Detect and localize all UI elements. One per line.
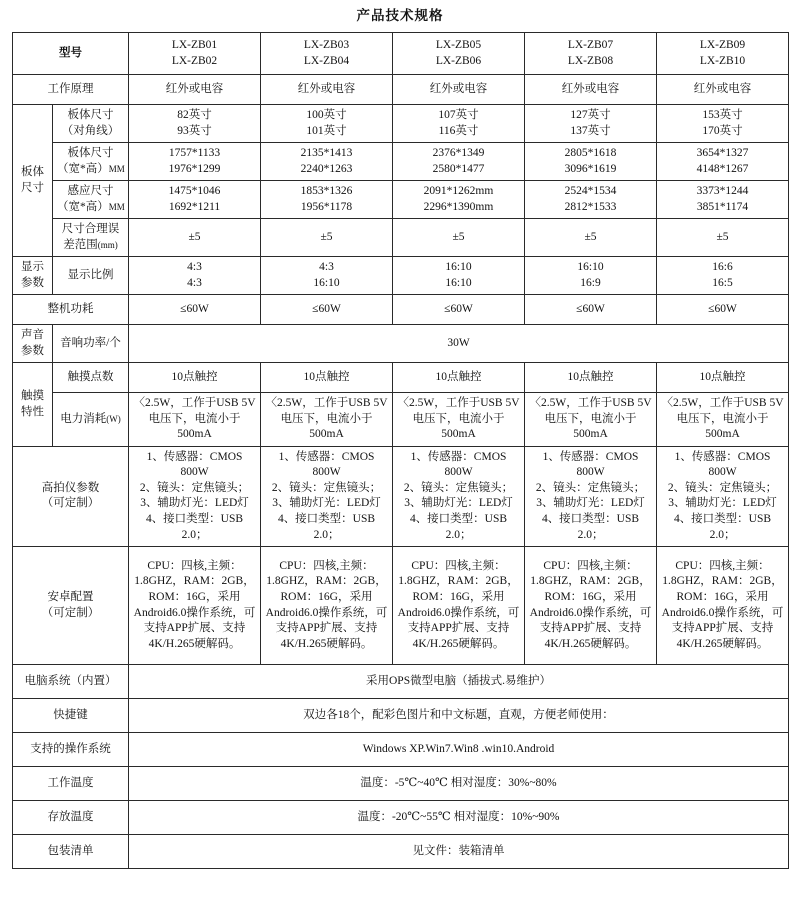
row-label-camera	[13, 446, 129, 546]
storage-temp-value: 温度：-20℃~55℃ 相对湿度：10%~90%	[129, 801, 789, 835]
value-line-1: 2376*1349	[432, 147, 485, 160]
display-ratio-value-3	[393, 257, 525, 295]
model-line-2: LX-ZB02	[171, 54, 218, 67]
row-label-display-ratio: 显示比例	[53, 257, 129, 295]
text-line: 4、接口类型：USB 2.0；	[277, 512, 376, 541]
table-row-packing-list	[13, 835, 789, 869]
model-line-2: LX-ZB04	[303, 54, 350, 67]
value-line-2: 2580*1477	[432, 162, 485, 175]
principle-value-2: 红外或电容	[261, 75, 393, 105]
value-line-2: 3096*1619	[564, 162, 617, 175]
value-line-1: 1853*1326	[300, 185, 353, 198]
model-line-1: LX-ZB09	[699, 39, 746, 52]
row-label-camera-line1: 高拍仪参数	[41, 481, 100, 494]
row-label-tolerance-line2	[57, 238, 124, 254]
value-line-1: 2524*1534	[564, 185, 617, 198]
text-line: 4、接口类型：USB 2.0；	[145, 512, 244, 541]
table-row-speaker-power	[13, 325, 789, 363]
product-specification-table	[12, 32, 789, 869]
text-line: 1、传感器：CMOS 800W	[410, 450, 507, 479]
principle-value-4: 红外或电容	[525, 75, 657, 105]
row-label-supported-os: 支持的操作系统	[13, 733, 129, 767]
row-label-total-power: 整机功耗	[13, 295, 129, 325]
text-line: 4、接口类型：USB 2.0；	[673, 512, 772, 541]
row-label-sensing-size	[53, 181, 129, 219]
android-value-1: CPU：四核,主频：1.8GHZ，RAM：2GB，ROM：16G，采用Android6.0操作系统，可支持APP扩展、支持4K/H.265硬解码。	[129, 547, 261, 665]
group-label-display-params-text: 显示参数	[21, 261, 44, 289]
group-label-touch-features	[13, 363, 53, 447]
value-line-1: 16:10	[445, 261, 472, 274]
packing-list-value: 见文件：装箱清单	[129, 835, 789, 869]
row-label-panel-size-unit: MM	[108, 163, 125, 174]
tolerance-value-5: ±5	[657, 219, 789, 257]
group-label-touch-features-text: 触摸特性	[21, 390, 44, 418]
row-label-touch-power-unit: (W)	[106, 413, 121, 424]
table-row-touch-power	[13, 393, 789, 447]
working-temp-value: 温度：-5℃~40℃ 相对湿度：30%~80%	[129, 767, 789, 801]
model-cell-3	[393, 33, 525, 75]
row-label-touch-power	[53, 393, 129, 447]
text-line: 2、镜头：定焦镜头；	[667, 481, 778, 494]
value-line-1: 2805*1618	[564, 147, 617, 160]
table-row-model	[13, 33, 789, 75]
android-value-3: CPU：四核,主频：1.8GHZ，RAM：2GB，ROM：16G，采用Android6.0操作系统，可支持APP扩展、支持4K/H.265硬解码。	[393, 547, 525, 665]
android-value-5: CPU：四核,主频：1.8GHZ，RAM：2GB，ROM：16G，采用Android6.0操作系统，可支持APP扩展、支持4K/H.265硬解码。	[657, 547, 789, 665]
table-row-tolerance	[13, 219, 789, 257]
group-label-panel-size	[13, 105, 53, 257]
row-label-panel-size-line2	[57, 162, 124, 178]
model-line-2: LX-ZB06	[435, 54, 482, 67]
value-line-2: 3851*1174	[696, 200, 749, 213]
row-label-storage-temp: 存放温度	[13, 801, 129, 835]
table-row-panel-size	[13, 143, 789, 181]
sensing-size-value-1	[129, 181, 261, 219]
table-row-pc-system	[13, 665, 789, 699]
row-label-model: 型号	[13, 33, 129, 75]
row-label-tolerance-line1: 尺寸合理误	[61, 223, 120, 236]
touch-points-value-2: 10点触控	[261, 363, 393, 393]
panel-size-value-1	[129, 143, 261, 181]
touch-points-value-4: 10点触控	[525, 363, 657, 393]
value-line-1: 2091*1262mm	[423, 185, 494, 198]
value-line-2: 2812*1533	[564, 200, 617, 213]
table-row-diagonal	[13, 105, 789, 143]
group-label-sound-params	[13, 325, 53, 363]
text-line: 1、传感器：CMOS 800W	[542, 450, 639, 479]
text-line: 3、辅助灯光：LED灯	[536, 497, 645, 510]
table-row-android	[13, 547, 789, 665]
row-label-pc-system: 电脑系统（内置）	[13, 665, 129, 699]
text-line: 1、传感器：CMOS 800W	[674, 450, 771, 479]
value-line-2: 2240*1263	[300, 162, 353, 175]
table-row-touch-points	[13, 363, 789, 393]
row-label-panel-size-line2-text: （宽*高）	[57, 162, 109, 175]
android-value-4: CPU：四核,主频：1.8GHZ，RAM：2GB，ROM：16G，采用Android6.0操作系统，可支持APP扩展、支持4K/H.265硬解码。	[525, 547, 657, 665]
sensing-size-value-3	[393, 181, 525, 219]
row-label-android	[13, 547, 129, 665]
row-label-diagonal-line2: （对角线）	[61, 124, 120, 137]
value-line-2: 93英寸	[177, 124, 212, 137]
model-line-1: LX-ZB01	[171, 39, 218, 52]
model-line-2: LX-ZB08	[567, 54, 614, 67]
model-line-1: LX-ZB03	[303, 39, 350, 52]
text-line: 2、镜头：定焦镜头；	[271, 481, 382, 494]
principle-value-3: 红外或电容	[393, 75, 525, 105]
sensing-size-value-5	[657, 181, 789, 219]
value-line-1: 100英寸	[306, 109, 347, 122]
row-label-packing-list: 包装清单	[13, 835, 129, 869]
table-row-total-power	[13, 295, 789, 325]
speaker-power-value: 30W	[129, 325, 789, 363]
text-line: 2、镜头：定焦镜头；	[535, 481, 646, 494]
panel-size-value-5	[657, 143, 789, 181]
row-label-tolerance-line2-text: 差范围	[63, 238, 98, 251]
value-line-1: 16:6	[712, 261, 733, 274]
value-line-2: 1976*1299	[168, 162, 221, 175]
panel-size-value-4	[525, 143, 657, 181]
page-title: 产品技术规格	[356, 8, 444, 23]
display-ratio-value-4	[525, 257, 657, 295]
spec-table-wrapper	[12, 32, 788, 869]
value-line-1: 127英寸	[570, 109, 611, 122]
panel-size-value-2	[261, 143, 393, 181]
value-line-1: 1757*1133	[168, 147, 221, 160]
diagonal-value-2	[261, 105, 393, 143]
touch-power-value-1: 〈2.5W，工作于USB 5V电压下，电流小于500mA	[129, 393, 261, 447]
text-line: 2、镜头：定焦镜头；	[403, 481, 514, 494]
diagonal-value-5	[657, 105, 789, 143]
row-label-sensing-size-unit: MM	[108, 201, 125, 212]
table-row-principle	[13, 75, 789, 105]
value-line-1: 2135*1413	[300, 147, 353, 160]
diagonal-value-3	[393, 105, 525, 143]
shortcut-keys-value: 双边各18个，配彩色图片和中文标题，直观，方便老师使用：	[129, 699, 789, 733]
value-line-2: 101英寸	[306, 124, 347, 137]
value-line-2: 1692*1211	[168, 200, 221, 213]
total-power-value-1: ≤60W	[129, 295, 261, 325]
display-ratio-value-5	[657, 257, 789, 295]
diagonal-value-1	[129, 105, 261, 143]
value-line-2: 16:10	[445, 276, 472, 289]
group-label-panel-size-text: 板体尺寸	[21, 166, 44, 194]
value-line-1: 107英寸	[438, 109, 479, 122]
text-line: 3、辅助灯光：LED灯	[404, 497, 513, 510]
row-label-panel-size	[53, 143, 129, 181]
value-line-1: 3654*1327	[696, 147, 749, 160]
row-label-speaker-power: 音响功率/个	[53, 325, 129, 363]
total-power-value-5: ≤60W	[657, 295, 789, 325]
total-power-value-4: ≤60W	[525, 295, 657, 325]
row-label-sensing-size-line2-text: （宽*高）	[57, 200, 109, 213]
text-line: 1、传感器：CMOS 800W	[278, 450, 375, 479]
camera-value-1	[129, 446, 261, 546]
row-label-sensing-size-line2	[57, 200, 124, 216]
row-label-touch-points: 触摸点数	[53, 363, 129, 393]
model-cell-5	[657, 33, 789, 75]
row-label-tolerance-unit: (mm)	[97, 239, 118, 250]
value-line-1: 1475*1046	[168, 185, 221, 198]
text-line: 1、传感器：CMOS 800W	[146, 450, 243, 479]
row-label-diagonal-line1: 板体尺寸	[67, 109, 114, 122]
row-label-shortcut-keys: 快捷键	[13, 699, 129, 733]
display-ratio-value-2	[261, 257, 393, 295]
model-line-2: LX-ZB10	[699, 54, 746, 67]
text-line: 4、接口类型：USB 2.0；	[409, 512, 508, 541]
row-label-panel-size-line1: 板体尺寸	[67, 147, 114, 160]
value-line-1: 3373*1244	[696, 185, 749, 198]
tolerance-value-1: ±5	[129, 219, 261, 257]
model-line-1: LX-ZB07	[567, 39, 614, 52]
pc-system-value: 采用OPS微型电脑（插拔式.易维护）	[129, 665, 789, 699]
row-label-touch-power-text: 电力消耗	[60, 412, 107, 425]
group-label-display-params	[13, 257, 53, 295]
camera-value-4	[525, 446, 657, 546]
table-row-shortcut-keys	[13, 699, 789, 733]
value-line-2: 1956*1178	[300, 200, 353, 213]
model-cell-4	[525, 33, 657, 75]
touch-power-value-5: 〈2.5W，工作于USB 5V电压下，电流小于500mA	[657, 393, 789, 447]
row-label-sensing-size-line1: 感应尺寸	[67, 185, 114, 198]
table-row-sensing-size	[13, 181, 789, 219]
table-row-camera	[13, 446, 789, 546]
text-line: 2、镜头：定焦镜头；	[139, 481, 250, 494]
row-label-working-temp: 工作温度	[13, 767, 129, 801]
diagonal-value-4	[525, 105, 657, 143]
value-line-1: 4:3	[319, 261, 334, 274]
text-line: 4、接口类型：USB 2.0；	[541, 512, 640, 541]
value-line-2: 4:3	[187, 276, 202, 289]
row-label-camera-line2: （可定制）	[41, 497, 100, 510]
touch-power-value-2: 〈2.5W，工作于USB 5V电压下，电流小于500mA	[261, 393, 393, 447]
table-row-working-temp	[13, 767, 789, 801]
value-line-2: 4148*1267	[696, 162, 749, 175]
tolerance-value-2: ±5	[261, 219, 393, 257]
value-line-2: 116英寸	[438, 124, 479, 137]
table-row-storage-temp	[13, 801, 789, 835]
text-line: 3、辅助灯光：LED灯	[668, 497, 777, 510]
camera-value-2	[261, 446, 393, 546]
table-row-supported-os	[13, 733, 789, 767]
row-label-tolerance	[53, 219, 129, 257]
camera-value-3	[393, 446, 525, 546]
model-line-1: LX-ZB05	[435, 39, 482, 52]
value-line-1: 82英寸	[177, 109, 212, 122]
tolerance-value-4: ±5	[525, 219, 657, 257]
value-line-2: 16:5	[712, 276, 733, 289]
value-line-1: 16:10	[577, 261, 604, 274]
camera-value-5	[657, 446, 789, 546]
text-line: 3、辅助灯光：LED灯	[140, 497, 249, 510]
row-label-android-line2: （可定制）	[41, 606, 100, 619]
sensing-size-value-2	[261, 181, 393, 219]
model-cell-1	[129, 33, 261, 75]
supported-os-value: Windows XP.Win7.Win8 .win10.Android	[129, 733, 789, 767]
value-line-1: 153英寸	[702, 109, 743, 122]
touch-points-value-1: 10点触控	[129, 363, 261, 393]
table-row-display-ratio	[13, 257, 789, 295]
row-label-android-line1: 安卓配置	[47, 591, 94, 603]
touch-power-value-4: 〈2.5W，工作于USB 5V电压下，电流小于500mA	[525, 393, 657, 447]
principle-value-1: 红外或电容	[129, 75, 261, 105]
row-label-principle: 工作原理	[13, 75, 129, 105]
display-ratio-value-1	[129, 257, 261, 295]
text-line: 3、辅助灯光：LED灯	[272, 497, 381, 510]
tolerance-value-3: ±5	[393, 219, 525, 257]
value-line-2: 2296*1390mm	[423, 200, 494, 213]
value-line-2: 16:9	[580, 276, 601, 289]
touch-power-value-3: 〈2.5W，工作于USB 5V电压下，电流小于500mA	[393, 393, 525, 447]
value-line-2: 16:10	[313, 276, 340, 289]
group-label-sound-params-text: 声音参数	[21, 329, 44, 357]
touch-points-value-3: 10点触控	[393, 363, 525, 393]
value-line-2: 170英寸	[702, 124, 743, 137]
total-power-value-2: ≤60W	[261, 295, 393, 325]
row-label-diagonal	[53, 105, 129, 143]
android-value-2: CPU：四核,主频：1.8GHZ，RAM：2GB，ROM：16G，采用Android6.0操作系统，可支持APP扩展、支持4K/H.265硬解码。	[261, 547, 393, 665]
total-power-value-3: ≤60W	[393, 295, 525, 325]
value-line-2: 137英寸	[570, 124, 611, 137]
sensing-size-value-4	[525, 181, 657, 219]
touch-points-value-5: 10点触控	[657, 363, 789, 393]
principle-value-5: 红外或电容	[657, 75, 789, 105]
model-cell-2	[261, 33, 393, 75]
panel-size-value-3	[393, 143, 525, 181]
value-line-1: 4:3	[187, 261, 202, 274]
